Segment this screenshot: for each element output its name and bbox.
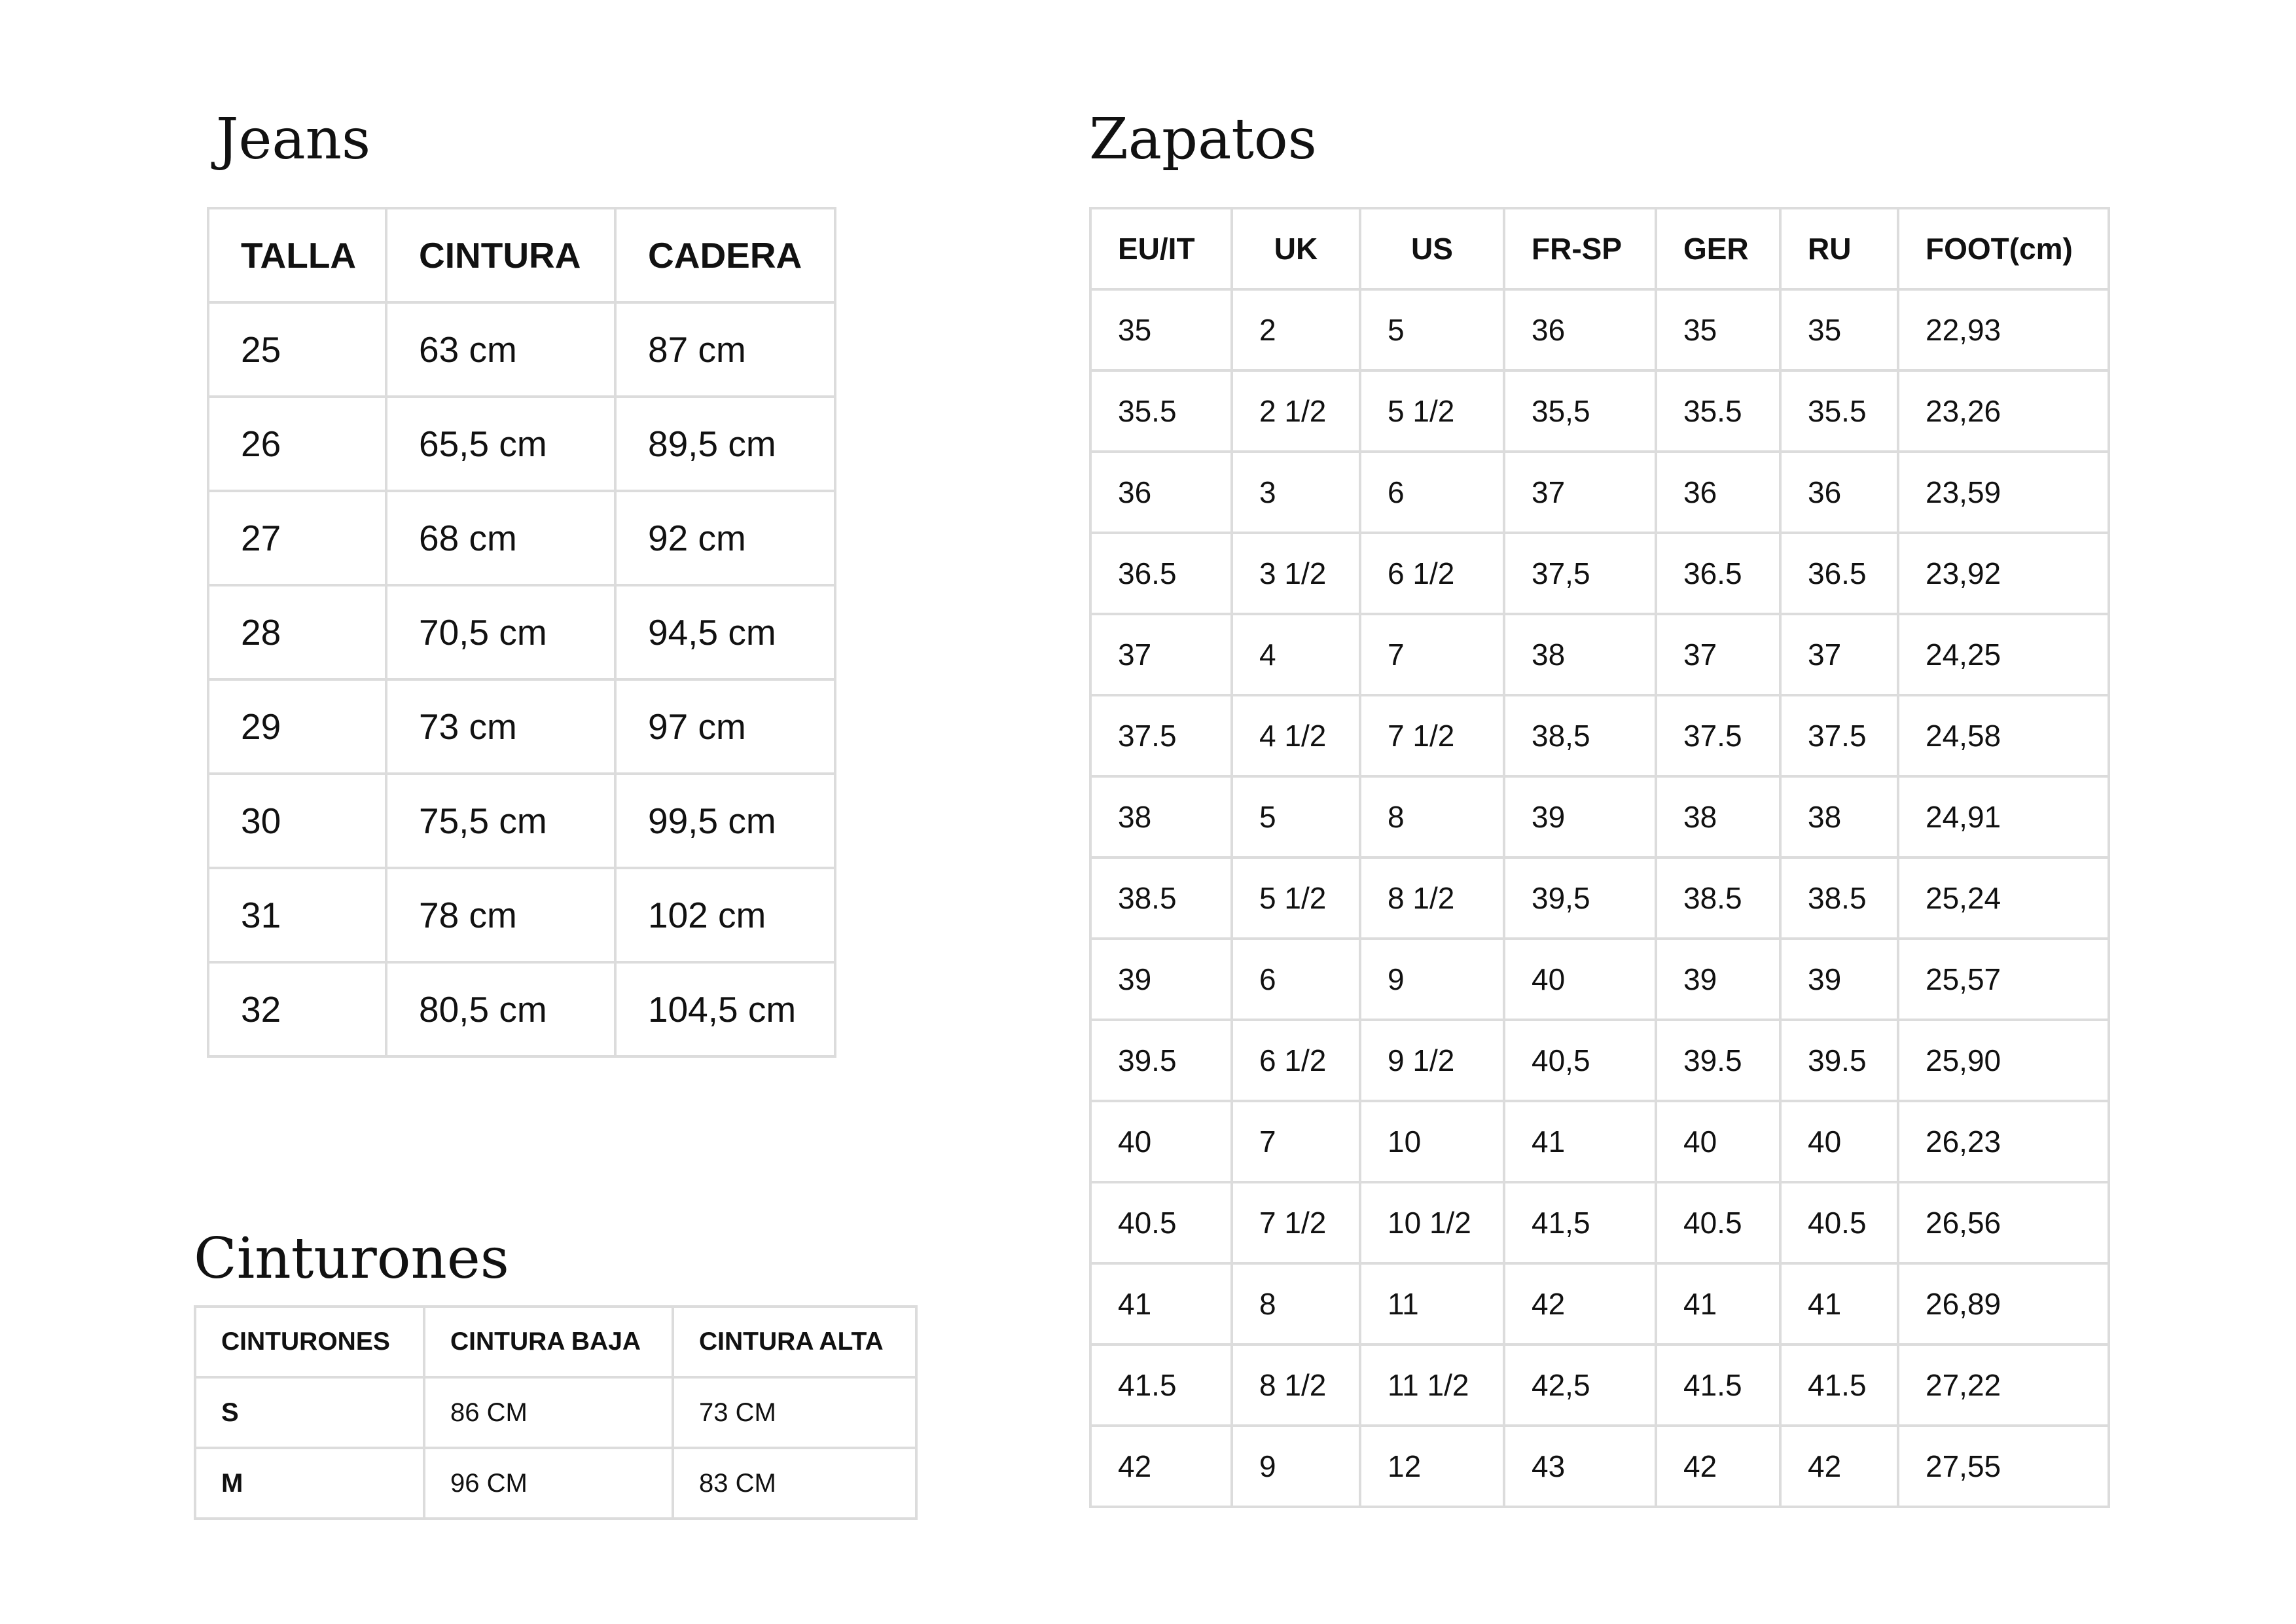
jeans-table-cell: 97 cm <box>615 679 835 774</box>
shoes-table-cell: 3 1/2 <box>1232 533 1360 614</box>
jeans-table-cell: 68 cm <box>386 491 615 585</box>
shoes-table-cell: 23,26 <box>1898 370 2109 452</box>
shoes-table-row <box>1090 289 2109 370</box>
jeans-table-row <box>208 774 835 868</box>
shoes-table-cell: 7 1/2 <box>1360 695 1504 776</box>
jeans-title: Jeans <box>216 107 371 172</box>
shoes-table-cell: 25,24 <box>1898 857 2109 939</box>
jeans-table-cell: 25 <box>208 302 386 397</box>
shoes-table-cell: 26,89 <box>1898 1263 2109 1344</box>
shoes-table-row <box>1090 1020 2109 1101</box>
shoes-table-row <box>1090 695 2109 776</box>
shoes-table-row <box>1090 452 2109 533</box>
jeans-table-cell: 92 cm <box>615 491 835 585</box>
jeans-table-row <box>208 962 835 1056</box>
jeans-table-cell: 80,5 cm <box>386 962 615 1056</box>
shoes-table-cell: 7 1/2 <box>1232 1182 1360 1263</box>
shoes-table-cell: 42 <box>1780 1426 1898 1507</box>
shoes-table-cell: 36.5 <box>1780 533 1898 614</box>
shoes-table-cell: 2 1/2 <box>1232 370 1360 452</box>
shoes-table-cell: 24,58 <box>1898 695 2109 776</box>
jeans-header-cadera: CADERA <box>615 208 835 302</box>
shoes-table-cell: 36 <box>1090 452 1232 533</box>
shoes-table-cell: 5 <box>1232 776 1360 857</box>
shoes-table-cell: 41.5 <box>1656 1344 1780 1426</box>
shoes-header-foot-cm: FOOT(cm) <box>1898 208 2109 289</box>
shoes-table-cell: 38 <box>1504 614 1656 695</box>
shoes-table-cell: 8 <box>1232 1263 1360 1344</box>
shoes-table-cell: 41.5 <box>1090 1344 1232 1426</box>
shoes-table-cell: 37,5 <box>1504 533 1656 614</box>
shoes-table-cell: 41 <box>1090 1263 1232 1344</box>
shoes-table-cell: 42,5 <box>1504 1344 1656 1426</box>
shoes-table-cell: 8 <box>1360 776 1504 857</box>
shoes-table-cell: 7 <box>1360 614 1504 695</box>
belts-header-cintura-baja: CINTURA BAJA <box>424 1307 673 1377</box>
jeans-table-cell: 89,5 cm <box>615 397 835 491</box>
jeans-table-row <box>208 302 835 397</box>
shoes-table-cell: 25,90 <box>1898 1020 2109 1101</box>
shoes-header-row <box>1090 208 2109 289</box>
shoes-table-cell: 36 <box>1780 452 1898 533</box>
shoes-table-cell: 9 1/2 <box>1360 1020 1504 1101</box>
jeans-table-cell: 104,5 cm <box>615 962 835 1056</box>
shoes-title: Zapatos <box>1089 107 1317 172</box>
shoes-table-cell: 40.5 <box>1090 1182 1232 1263</box>
shoes-table-cell: 37 <box>1504 452 1656 533</box>
shoes-table-cell: 27,22 <box>1898 1344 2109 1426</box>
shoes-table-cell: 37.5 <box>1090 695 1232 776</box>
shoes-table-cell: 40,5 <box>1504 1020 1656 1101</box>
shoes-table-cell: 35 <box>1656 289 1780 370</box>
shoes-table-cell: 37 <box>1780 614 1898 695</box>
jeans-table-row <box>208 679 835 774</box>
shoes-table-cell: 27,55 <box>1898 1426 2109 1507</box>
shoes-table-cell: 39 <box>1780 939 1898 1020</box>
jeans-table-cell: 29 <box>208 679 386 774</box>
shoes-table-row <box>1090 533 2109 614</box>
shoes-table-cell: 40 <box>1780 1101 1898 1182</box>
shoes-table-cell: 40.5 <box>1780 1182 1898 1263</box>
shoes-size-table <box>1089 207 2110 1508</box>
shoes-table-cell: 11 <box>1360 1263 1504 1344</box>
shoes-table-row <box>1090 939 2109 1020</box>
shoes-table-cell: 8 1/2 <box>1232 1344 1360 1426</box>
shoes-header-uk: UK <box>1232 208 1360 289</box>
shoes-table-cell: 39.5 <box>1090 1020 1232 1101</box>
shoes-table-cell: 41 <box>1780 1263 1898 1344</box>
shoes-table-cell: 35.5 <box>1780 370 1898 452</box>
shoes-table-cell: 4 <box>1232 614 1360 695</box>
jeans-table-cell: 65,5 cm <box>386 397 615 491</box>
shoes-table-cell: 38 <box>1656 776 1780 857</box>
shoes-table-cell: 36 <box>1656 452 1780 533</box>
jeans-table-row <box>208 868 835 962</box>
shoes-table-row <box>1090 1426 2109 1507</box>
shoes-table-cell: 40 <box>1656 1101 1780 1182</box>
shoes-table-cell: 36 <box>1504 289 1656 370</box>
shoes-table-body <box>1090 289 2109 1507</box>
shoes-table-cell: 41,5 <box>1504 1182 1656 1263</box>
shoes-table-cell: 9 <box>1232 1426 1360 1507</box>
shoes-table-cell: 39,5 <box>1504 857 1656 939</box>
shoes-header-eu-it: EU/IT <box>1090 208 1232 289</box>
shoes-table-cell: 10 <box>1360 1101 1504 1182</box>
belts-table-row <box>195 1377 916 1448</box>
jeans-table-row <box>208 397 835 491</box>
jeans-table-cell: 27 <box>208 491 386 585</box>
jeans-table-cell: 75,5 cm <box>386 774 615 868</box>
shoes-table-cell: 41 <box>1504 1101 1656 1182</box>
belts-header-row <box>195 1307 916 1377</box>
shoes-table-cell: 5 1/2 <box>1360 370 1504 452</box>
jeans-table-cell: 28 <box>208 585 386 679</box>
shoes-table-cell: 39.5 <box>1780 1020 1898 1101</box>
belts-header-cinturones: CINTURONES <box>195 1307 424 1377</box>
jeans-table-cell: 78 cm <box>386 868 615 962</box>
shoes-table-cell: 25,57 <box>1898 939 2109 1020</box>
shoes-table-row <box>1090 1263 2109 1344</box>
shoes-table-cell: 11 1/2 <box>1360 1344 1504 1426</box>
shoes-table-cell: 24,25 <box>1898 614 2109 695</box>
shoes-table-cell: 41 <box>1656 1263 1780 1344</box>
jeans-table-cell: 99,5 cm <box>615 774 835 868</box>
shoes-table-cell: 37 <box>1090 614 1232 695</box>
shoes-table-row <box>1090 370 2109 452</box>
jeans-table-row <box>208 585 835 679</box>
shoes-table-row <box>1090 776 2109 857</box>
shoes-table-row <box>1090 614 2109 695</box>
shoes-table-row <box>1090 1101 2109 1182</box>
shoes-table-row <box>1090 1182 2109 1263</box>
shoes-table-cell: 5 1/2 <box>1232 857 1360 939</box>
belts-table-cell: M <box>195 1448 424 1519</box>
belts-size-table <box>194 1305 918 1520</box>
jeans-table-row <box>208 491 835 585</box>
shoes-table-cell: 38 <box>1090 776 1232 857</box>
shoes-table-cell: 35,5 <box>1504 370 1656 452</box>
shoes-table-cell: 6 <box>1360 452 1504 533</box>
shoes-table-cell: 6 1/2 <box>1360 533 1504 614</box>
jeans-table-cell: 63 cm <box>386 302 615 397</box>
jeans-table-cell: 70,5 cm <box>386 585 615 679</box>
shoes-table-cell: 5 <box>1360 289 1504 370</box>
shoes-table-cell: 37.5 <box>1656 695 1780 776</box>
shoes-table-cell: 23,92 <box>1898 533 2109 614</box>
shoes-table-cell: 36.5 <box>1656 533 1780 614</box>
belts-table-cell: 83 CM <box>673 1448 916 1519</box>
shoes-table-cell: 35.5 <box>1090 370 1232 452</box>
shoes-table-cell: 3 <box>1232 452 1360 533</box>
shoes-table-cell: 26,56 <box>1898 1182 2109 1263</box>
shoes-table-cell: 12 <box>1360 1426 1504 1507</box>
shoes-table-cell: 39 <box>1656 939 1780 1020</box>
jeans-header-row <box>208 208 835 302</box>
shoes-table-cell: 2 <box>1232 289 1360 370</box>
shoes-table-cell: 8 1/2 <box>1360 857 1504 939</box>
jeans-table-cell: 26 <box>208 397 386 491</box>
shoes-table-row <box>1090 1344 2109 1426</box>
shoes-table-cell: 7 <box>1232 1101 1360 1182</box>
shoes-table-cell: 38.5 <box>1656 857 1780 939</box>
jeans-header-talla: TALLA <box>208 208 386 302</box>
belts-header-cintura-alta: CINTURA ALTA <box>673 1307 916 1377</box>
belts-table-cell: 96 CM <box>424 1448 673 1519</box>
jeans-table-cell: 73 cm <box>386 679 615 774</box>
belts-table-cell: S <box>195 1377 424 1448</box>
shoes-table-cell: 37.5 <box>1780 695 1898 776</box>
jeans-table-body <box>208 302 835 1056</box>
shoes-header-us: US <box>1360 208 1504 289</box>
shoes-table-cell: 42 <box>1504 1263 1656 1344</box>
shoes-table-cell: 39 <box>1504 776 1656 857</box>
shoes-table-cell: 23,59 <box>1898 452 2109 533</box>
shoes-table-cell: 39 <box>1090 939 1232 1020</box>
shoes-table-cell: 24,91 <box>1898 776 2109 857</box>
shoes-table-cell: 6 1/2 <box>1232 1020 1360 1101</box>
shoes-table-cell: 38 <box>1780 776 1898 857</box>
shoes-table-cell: 10 1/2 <box>1360 1182 1504 1263</box>
belts-table-body <box>195 1377 916 1519</box>
jeans-table-cell: 31 <box>208 868 386 962</box>
shoes-table-cell: 22,93 <box>1898 289 2109 370</box>
shoes-table-row <box>1090 857 2109 939</box>
shoes-table-cell: 6 <box>1232 939 1360 1020</box>
shoes-table-cell: 4 1/2 <box>1232 695 1360 776</box>
shoes-table-cell: 35.5 <box>1656 370 1780 452</box>
shoes-table-cell: 40 <box>1090 1101 1232 1182</box>
shoes-table-cell: 9 <box>1360 939 1504 1020</box>
shoes-header-fr-sp: FR-SP <box>1504 208 1656 289</box>
belts-table-cell: 86 CM <box>424 1377 673 1448</box>
shoes-table-cell: 42 <box>1656 1426 1780 1507</box>
shoes-table-cell: 42 <box>1090 1426 1232 1507</box>
jeans-header-cintura: CINTURA <box>386 208 615 302</box>
belts-table-row <box>195 1448 916 1519</box>
shoes-table-cell: 36.5 <box>1090 533 1232 614</box>
shoes-table-cell: 37 <box>1656 614 1780 695</box>
shoes-table-cell: 39.5 <box>1656 1020 1780 1101</box>
jeans-table-cell: 87 cm <box>615 302 835 397</box>
shoes-table-cell: 38.5 <box>1780 857 1898 939</box>
shoes-table-cell: 26,23 <box>1898 1101 2109 1182</box>
belts-table-cell: 73 CM <box>673 1377 916 1448</box>
belts-title: Cinturones <box>194 1226 509 1291</box>
shoes-header-ru: RU <box>1780 208 1898 289</box>
jeans-table-cell: 102 cm <box>615 868 835 962</box>
shoes-table-cell: 40 <box>1504 939 1656 1020</box>
shoes-table-cell: 43 <box>1504 1426 1656 1507</box>
shoes-table-cell: 35 <box>1090 289 1232 370</box>
shoes-table-cell: 38,5 <box>1504 695 1656 776</box>
shoes-table-cell: 41.5 <box>1780 1344 1898 1426</box>
jeans-size-table <box>207 207 836 1058</box>
jeans-table-cell: 32 <box>208 962 386 1056</box>
jeans-table-cell: 30 <box>208 774 386 868</box>
shoes-table-cell: 38.5 <box>1090 857 1232 939</box>
shoes-table-cell: 35 <box>1780 289 1898 370</box>
shoes-header-ger: GER <box>1656 208 1780 289</box>
shoes-table-cell: 40.5 <box>1656 1182 1780 1263</box>
jeans-table-cell: 94,5 cm <box>615 585 835 679</box>
